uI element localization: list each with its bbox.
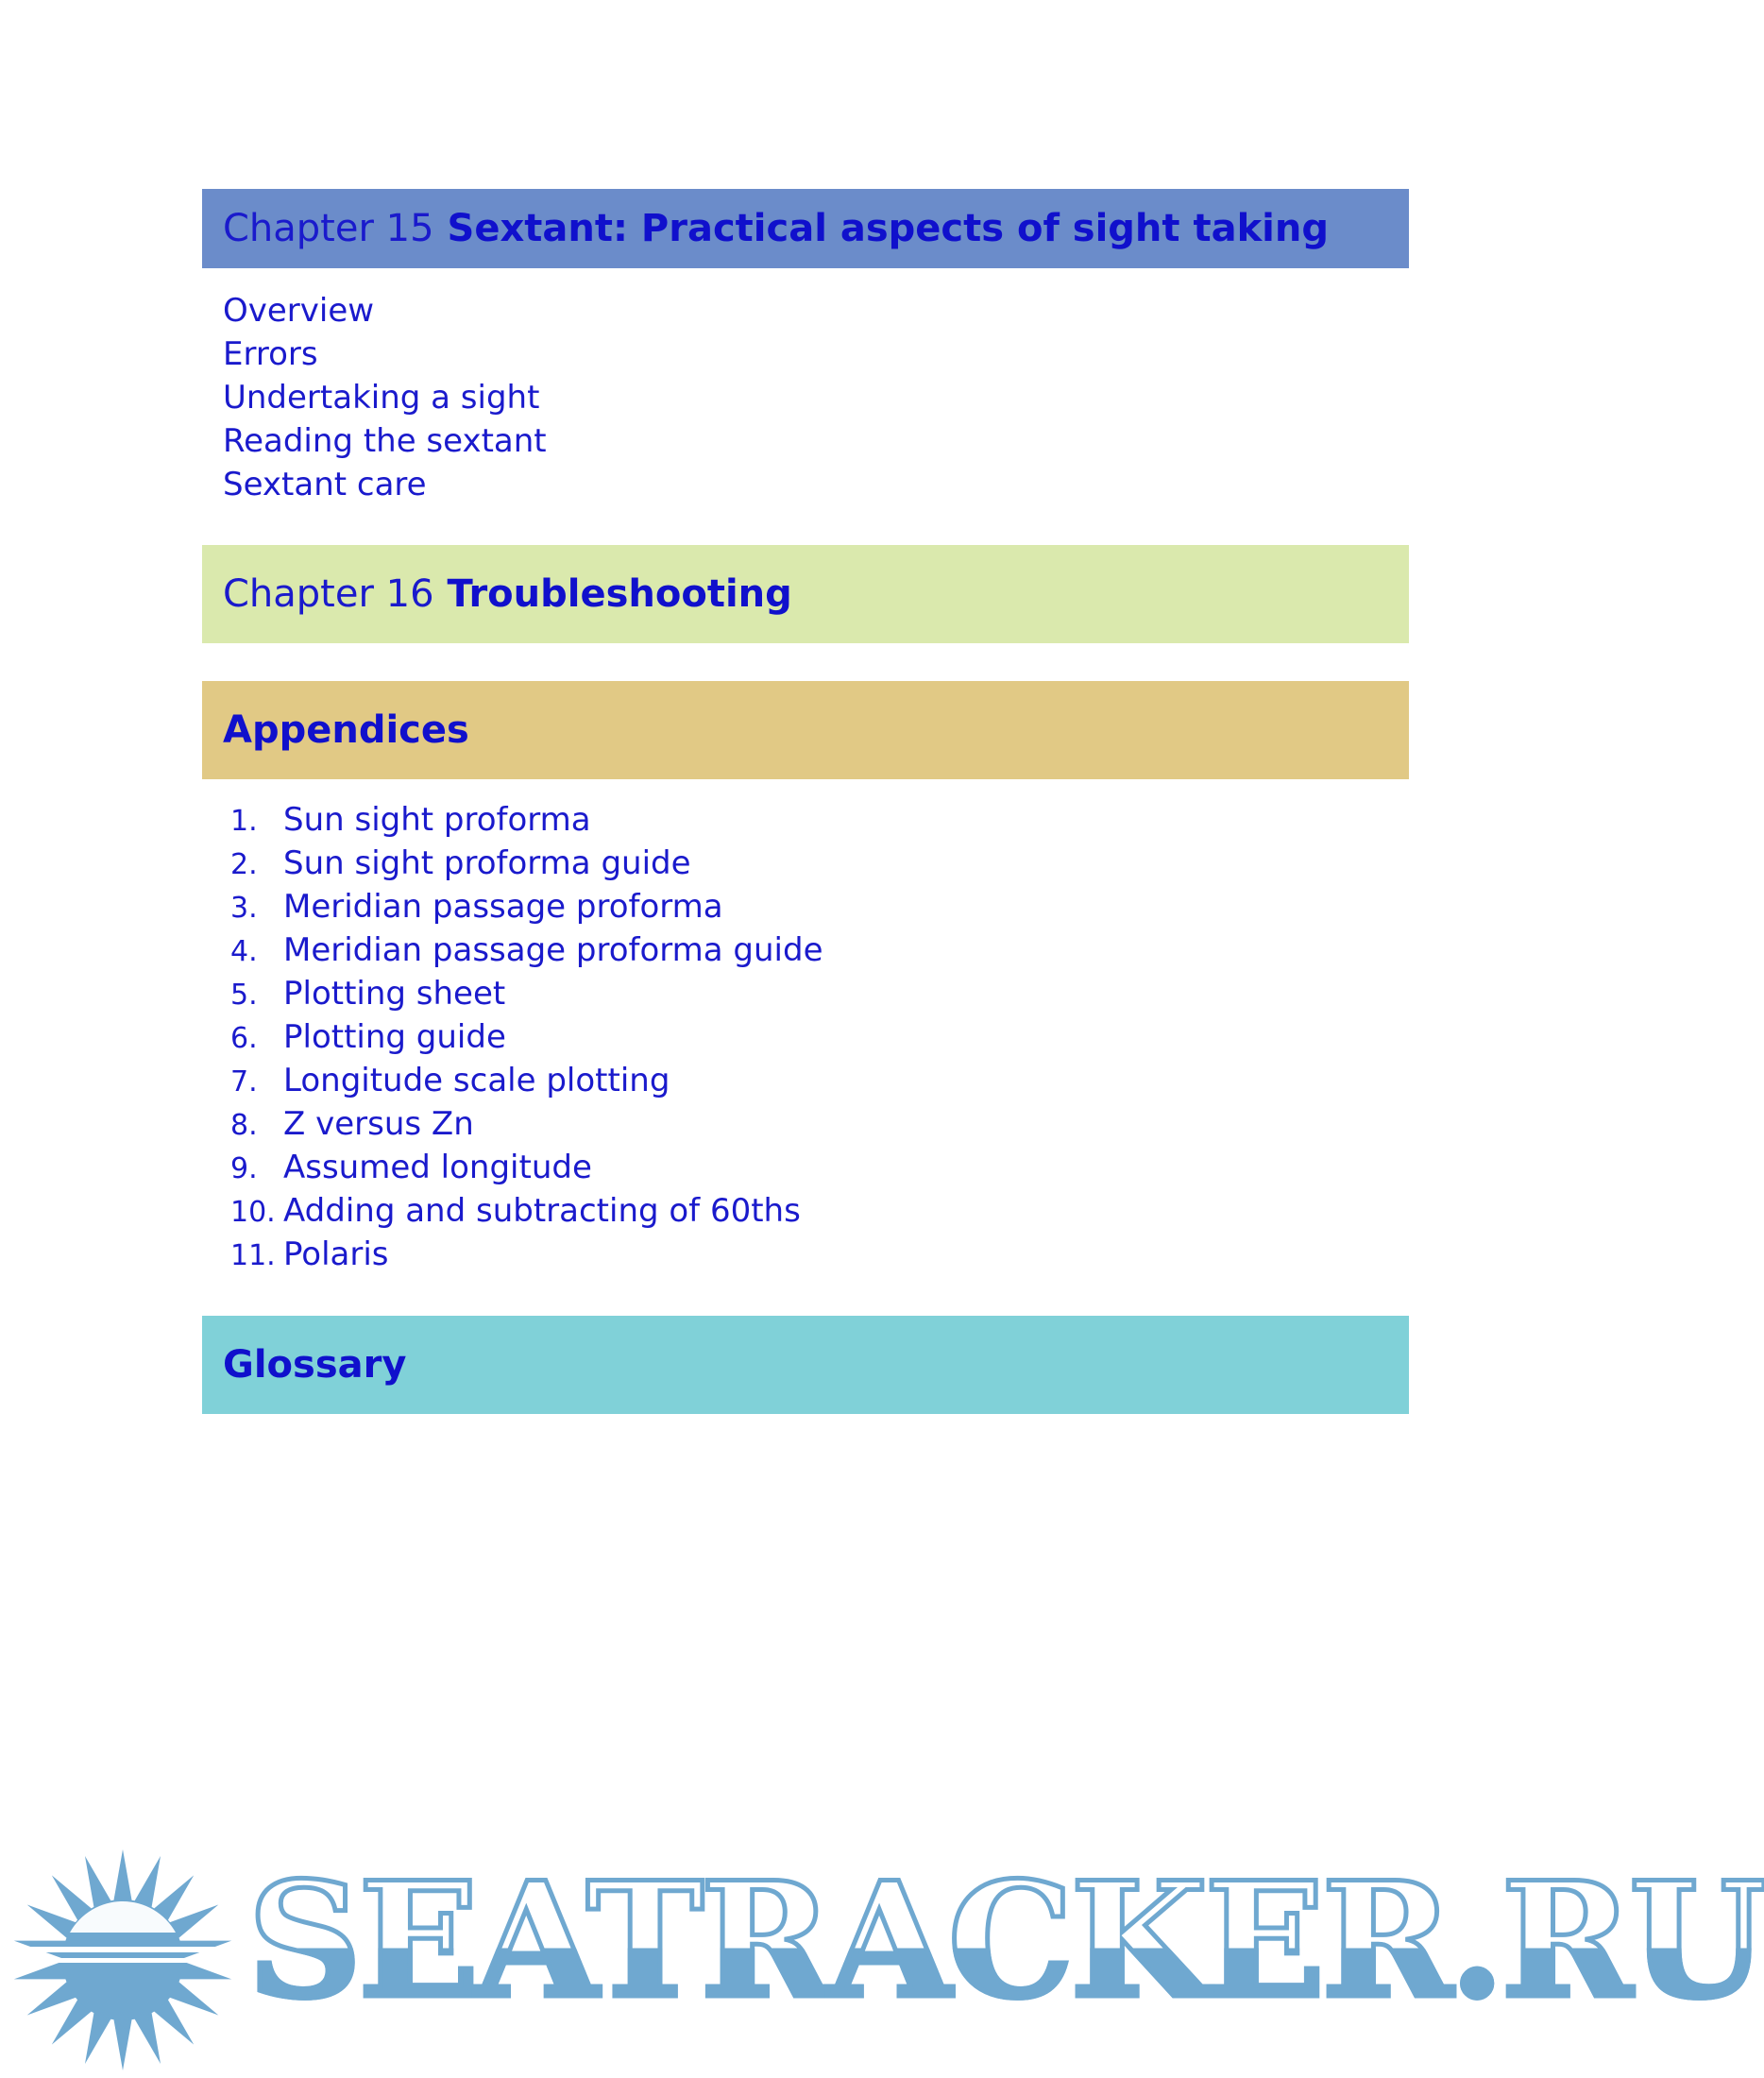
appendix-label: Longitude scale plotting [283, 1062, 670, 1099]
appendix-number: 6. [230, 1022, 258, 1055]
appendix-number: 11. [230, 1239, 276, 1272]
chapter-15-title: Sextant: Practical aspects of sight taking [447, 207, 1329, 250]
appendix-number: 10. [230, 1196, 276, 1229]
chapter-16-title: Troubleshooting [447, 572, 792, 616]
appendix-label: Plotting sheet [283, 975, 506, 1013]
watermark-text: SEATRACKER.RU [247, 1847, 1764, 2034]
chapter-16-label: Chapter 16 [223, 572, 434, 616]
appendix-item[interactable] [230, 1146, 823, 1189]
appendix-item[interactable] [230, 798, 823, 842]
glossary-title: Glossary [223, 1343, 407, 1387]
appendices-title: Appendices [223, 708, 469, 752]
chapter-16-header [202, 545, 1409, 643]
appendix-item[interactable] [230, 972, 823, 1015]
section-item[interactable]: Undertaking a sight [223, 379, 540, 417]
sun-icon [0, 1842, 246, 2078]
appendix-number: 1. [230, 805, 258, 838]
appendix-item[interactable] [230, 1102, 823, 1146]
chapter-15-sections [223, 289, 547, 506]
appendix-item[interactable] [230, 928, 823, 972]
section-item[interactable]: Overview [223, 292, 375, 330]
appendix-number: 4. [230, 935, 258, 968]
appendix-label: Plotting guide [283, 1018, 506, 1056]
appendices-list [230, 798, 823, 1276]
appendix-number: 3. [230, 892, 258, 925]
appendix-item[interactable] [230, 1015, 823, 1059]
appendix-number: 9. [230, 1152, 258, 1185]
appendix-label: Polaris [283, 1235, 389, 1273]
section-item[interactable]: Reading the sextant [223, 422, 547, 460]
glossary-header [202, 1316, 1409, 1414]
appendix-number: 7. [230, 1065, 258, 1099]
appendix-item[interactable] [230, 842, 823, 885]
appendix-label: Z versus Zn [283, 1105, 474, 1143]
appendix-number: 8. [230, 1109, 258, 1142]
appendix-label: Sun sight proforma guide [283, 844, 691, 882]
appendix-item[interactable] [230, 1059, 823, 1102]
appendix-item[interactable] [230, 885, 823, 928]
appendix-number: 5. [230, 979, 258, 1012]
appendix-label: Meridian passage proforma guide [283, 931, 823, 969]
appendix-item[interactable] [230, 1189, 823, 1233]
chapter-15-label: Chapter 15 [223, 207, 434, 250]
appendix-label: Sun sight proforma [283, 801, 591, 839]
section-item[interactable]: Errors [223, 335, 318, 373]
chapter-15-header [202, 189, 1409, 268]
appendix-number: 2. [230, 848, 258, 881]
appendices-header [202, 681, 1409, 779]
appendix-label: Adding and subtracting of 60ths [283, 1192, 801, 1230]
section-item[interactable]: Sextant care [223, 466, 427, 503]
appendix-label: Assumed longitude [283, 1149, 592, 1186]
appendix-label: Meridian passage proforma [283, 888, 723, 926]
appendix-item[interactable] [230, 1233, 823, 1276]
watermark [0, 1842, 1764, 2078]
